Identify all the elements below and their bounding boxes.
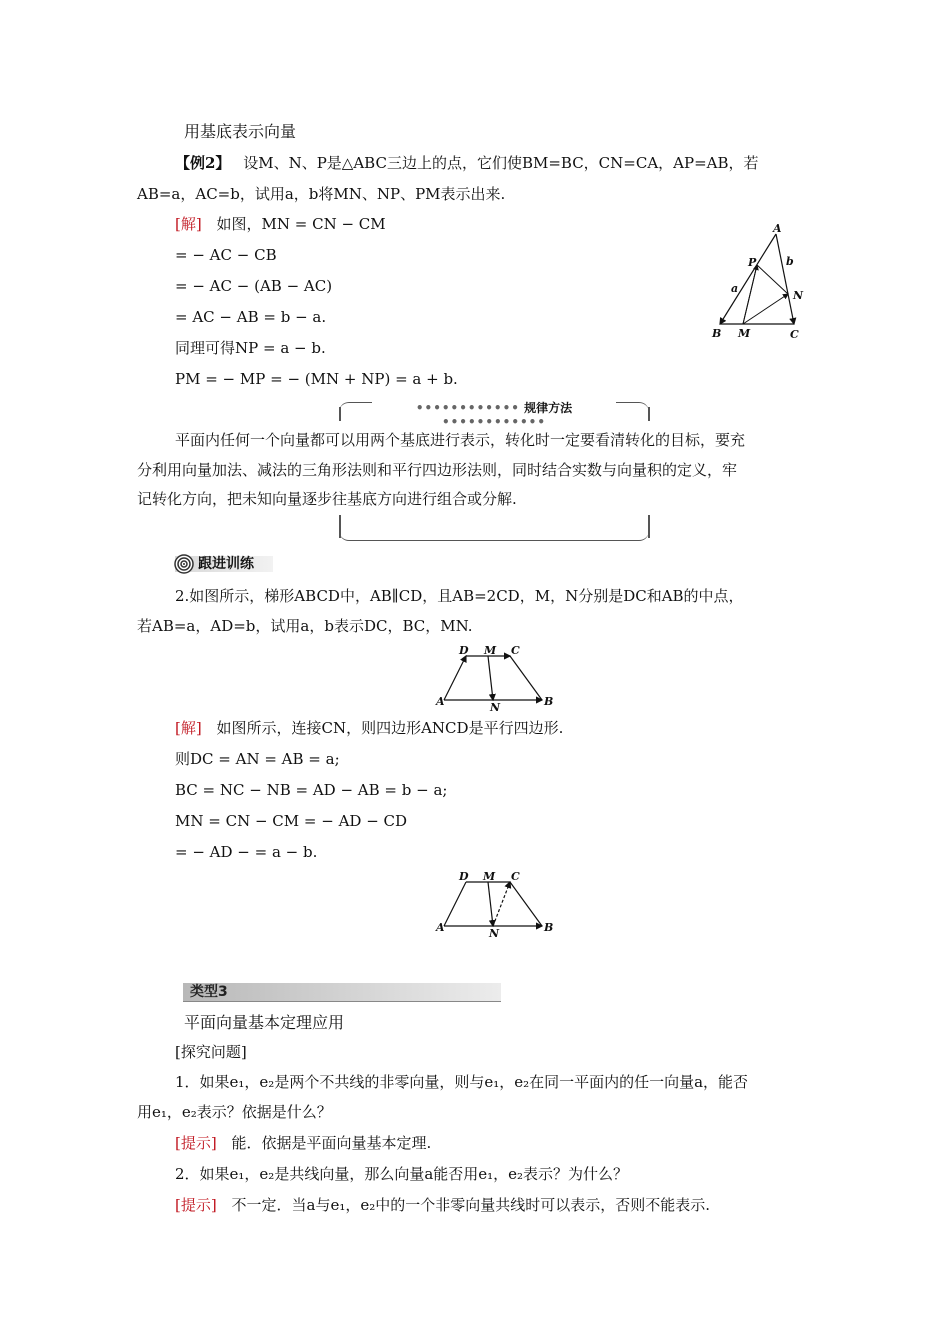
trap-label-N: N [490,701,501,714]
target-icon [174,554,194,574]
method-line-2: 分利用向量加法、减法的三角形法则和平行四边形法则，同时结合实数与向量积的定义，牢 [137,461,738,479]
problem2-line-2: 若AB=a，AD=b，试用a，b表示DC，BC，MN. [137,617,473,635]
solution1-line-2: = − AC − CB [175,246,277,264]
example-text-1: 设M、N、P是△ABC三边上的点，它们使BM=BC，CN=CA，AP=AB，若 [243,154,759,172]
trap-label-C: C [511,644,520,657]
label-A: A [773,222,782,235]
trap2-label-C: C [511,870,520,883]
solution1-line-5: 同理可得NP = a − b. [175,339,326,357]
hint1-text: 能．依据是平面向量基本定理. [231,1134,432,1152]
solution2-line-4: MN = CN − CM = − AD − CD [175,812,408,830]
hint2-tag: [提示] [175,1196,217,1214]
example-line-1 [175,152,759,174]
hint1-tag: [提示] [175,1134,217,1152]
section-heading: 用基底表示向量 [184,122,297,141]
hint1-line [175,1132,431,1154]
training-label: 跟进训练 [198,556,254,572]
trap-label-D: D [459,644,469,657]
question1-line-1: 1．如果e₁，e₂是两个不共线的非零向量，则与e₁，e₂在同一平面内的任一向量a，能否 [175,1073,749,1091]
label-b: b [786,255,794,268]
triangle-figure [700,220,820,345]
solution2-line-1 [175,717,563,739]
label-C: C [790,328,799,341]
type3-banner [183,983,501,1002]
solution1-tag: [解] [175,215,202,233]
label-B: B [712,327,722,340]
solution2-line-2: 则DC = AN = AB = a; [175,750,340,768]
label-N: N [793,289,804,302]
solution2-text-1: 如图所示，连接CN，则四边形ANCD是平行四边形. [216,719,564,737]
trap2-label-N: N [489,927,500,940]
solution1-line-4: = AC − AB = b − a. [175,308,327,326]
method-box-right-top [648,407,650,421]
solution1-line-6: PM = − MP = − (MN + NP) = a + b. [175,370,458,388]
trap2-label-A: A [436,921,445,934]
label-M: M [738,327,751,340]
hint2-text: 不一定．当a与e₁，e₂中的一个非零向量共线时可以表示，否则不能表示. [231,1196,710,1214]
explore-label: [探究问题] [175,1043,247,1061]
solution1-line-1 [175,213,386,235]
trap2-label-D: D [459,870,469,883]
method-box-right [648,515,650,538]
type3-heading: 平面向量基本定理应用 [184,1013,345,1032]
label-P: P [748,256,757,269]
trap2-label-B: B [544,921,554,934]
method-line-3: 记转化方向，把未知向量逐步往基底方向进行组合或分解. [137,490,517,508]
method-box-left-top [339,407,341,421]
type3-tag: 类型3 [190,984,228,1000]
solution2-line-5: = − AD − = a − b. [175,843,318,861]
question1-line-2: 用e₁，e₂表示？依据是什么？ [137,1103,332,1121]
trapezoid-figure-2 [432,869,562,939]
solution1-line-3: = − AC − (AB − AC) [175,277,333,295]
method-label-text: 规律方法 [524,401,573,415]
solution1-text-1: 如图，MN = CN − CM [216,215,386,233]
method-box-left [339,515,341,538]
trap-label-B: B [544,695,554,708]
solution2-tag: [解] [175,719,202,737]
solution2-line-3: BC = NC − NB = AD − AB = b − a; [175,781,448,799]
trap2-label-M: M [483,870,496,883]
method-line-1: 平面内任何一个向量都可以用两个基底进行表示，转化时一定要看清转化的目标，要充 [175,431,746,449]
label-a: a [731,282,739,295]
hint2-line [175,1194,710,1216]
question2-line: 2．如果e₁，e₂是共线向量，那么向量a能否用e₁，e₂表示？为什么？ [175,1165,629,1183]
trapezoid-figure [432,643,562,713]
trap-label-A: A [436,695,445,708]
method-label: •••••••••••• 规律方法 •••••••••••• [372,401,616,429]
example-tag: 【例2】 [175,154,231,172]
trap-label-M: M [484,644,497,657]
problem2-line-1: 2.如图所示，梯形ABCD中，AB∥CD，且AB=2CD，M，N分别是DC和AB的中点， [175,587,744,605]
example-line-2: AB=a，AC=b，试用a，b将MN、NP、PM表示出来. [137,185,506,203]
method-box-bottom [339,530,649,541]
